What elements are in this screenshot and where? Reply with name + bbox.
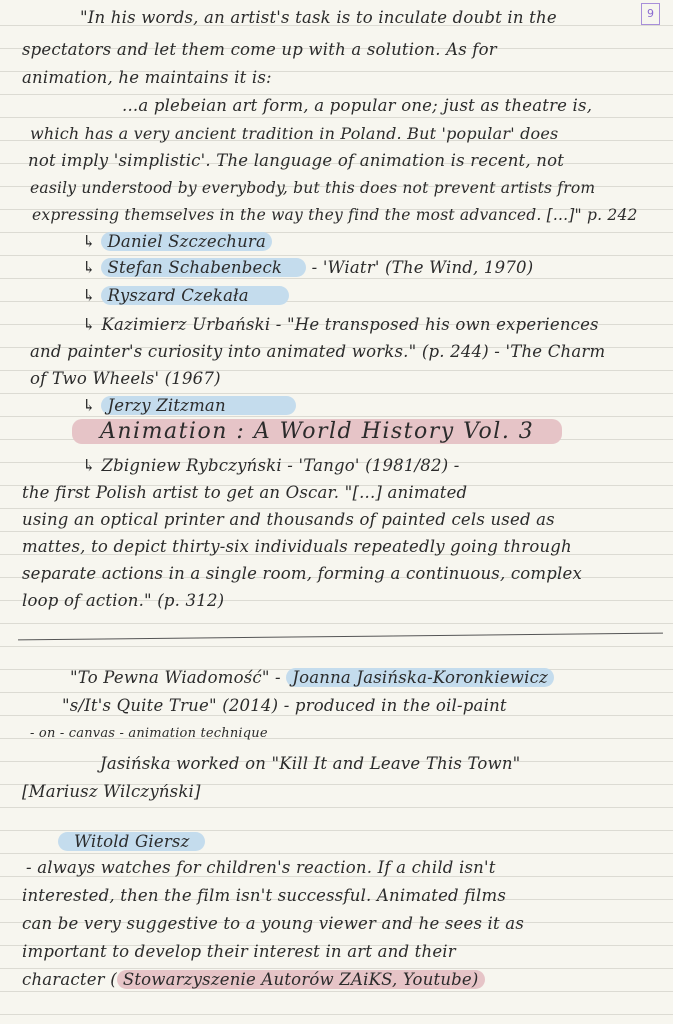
quote-line-7: easily understood by everybody, but this does not prevent artists from bbox=[30, 179, 596, 197]
artist-entry-rybczynski bbox=[82, 454, 460, 478]
film-title: - 'Tango' (1981/82) - bbox=[287, 456, 460, 475]
arrow-icon: ↳ bbox=[82, 232, 97, 251]
artist-quote: - "He transposed his own experiences bbox=[275, 315, 599, 334]
worked-on-line: Jasińska worked on "Kill It and Leave This Town" bbox=[100, 754, 521, 773]
giersz-line-1: - always watches for children's reaction. If a child isn't bbox=[26, 858, 496, 877]
rybczynski-line-1: the first Polish artist to get an Oscar. "[...] animated bbox=[22, 483, 468, 502]
quote-line-3: animation, he maintains it is: bbox=[22, 68, 272, 87]
arrow-icon: ↳ bbox=[82, 258, 97, 277]
book-title-highlight: Animation : A World History Vol. 3 bbox=[72, 419, 562, 444]
rybczynski-line-5: loop of action." (p. 312) bbox=[22, 591, 225, 610]
film-title-polish: "To Pewna Wiadomość" - bbox=[70, 668, 281, 687]
film-entry-pewna bbox=[70, 666, 554, 690]
giersz-line-4: important to develop their interest in art and their bbox=[22, 942, 456, 961]
artist-name: Zbigniew Rybczyński bbox=[101, 456, 282, 475]
giersz-line-3: can be very suggestive to a young viewer and he sees it as bbox=[22, 914, 525, 933]
quote-line-6: not imply 'simplistic'. The language of animation is recent, not bbox=[28, 151, 565, 170]
artist-entry-zitzman bbox=[82, 394, 296, 418]
quote-line-4: ...a plebeian art form, a popular one; just as theatre is, bbox=[122, 96, 593, 115]
artist-entry-urbanski bbox=[82, 313, 599, 337]
section-divider bbox=[18, 633, 663, 641]
artist-entry-czekala bbox=[82, 284, 289, 308]
artist-entry-schabenbeck bbox=[82, 256, 533, 280]
rybczynski-line-3: mattes, to depict thirty-six individuals repeatedly going through bbox=[22, 537, 572, 556]
artist-name: Kazimierz Urbański bbox=[101, 315, 271, 334]
urbanski-quote-line-2: and painter's curiosity into animated works." (p. 244) - 'The Charm bbox=[30, 342, 606, 361]
artist-name: Stefan Schabenbeck bbox=[101, 258, 306, 277]
arrow-icon: ↳ bbox=[82, 286, 97, 305]
artist-entry-giersz bbox=[58, 830, 205, 854]
quote-line-1: "In his words, an artist's task is to inculate doubt in the bbox=[80, 8, 557, 27]
page-number: 9 bbox=[641, 3, 660, 25]
artist-name: Ryszard Czekała bbox=[101, 286, 288, 305]
film-title-english: "s/It's Quite True" (2014) - produced in the oil-paint bbox=[62, 696, 507, 715]
book-title bbox=[72, 420, 562, 444]
arrow-icon: ↳ bbox=[82, 456, 97, 475]
artist-name: Daniel Szczechura bbox=[101, 232, 272, 251]
technique-line: - on - canvas - animation technique bbox=[30, 726, 268, 741]
animator-name: Joanna Jasińska-Koronkiewicz bbox=[286, 668, 554, 687]
giersz-line-5 bbox=[22, 968, 485, 992]
quote-line-5: which has a very ancient tradition in Poland. But 'popular' does bbox=[30, 124, 559, 143]
giersz-line-5-start: character ( bbox=[22, 970, 117, 989]
quote-line-8: expressing themselves in the way they find the most advanced. [...]" p. 242 bbox=[32, 206, 638, 224]
artist-entry-szczechura bbox=[82, 230, 272, 254]
source-citation: Stowarzyszenie Autorów ZAiKS, Youtube) bbox=[117, 970, 485, 989]
artist-name: Witold Giersz bbox=[58, 832, 205, 851]
director-line: [Mariusz Wilczyński] bbox=[22, 782, 201, 801]
urbanski-quote-line-3: of Two Wheels' (1967) bbox=[30, 369, 221, 388]
rybczynski-line-4: separate actions in a single room, forming a continuous, complex bbox=[22, 564, 582, 583]
arrow-icon: ↳ bbox=[82, 315, 97, 334]
artist-name: Jerzy Zitzman bbox=[101, 396, 295, 415]
film-title: - 'Wiatr' (The Wind, 1970) bbox=[311, 258, 534, 277]
arrow-icon: ↳ bbox=[82, 396, 97, 415]
rybczynski-line-2: using an optical printer and thousands of painted cels used as bbox=[22, 510, 555, 529]
quote-line-2: spectators and let them come up with a solution. As for bbox=[22, 40, 497, 59]
giersz-line-2: interested, then the film isn't successful. Animated films bbox=[22, 886, 507, 905]
